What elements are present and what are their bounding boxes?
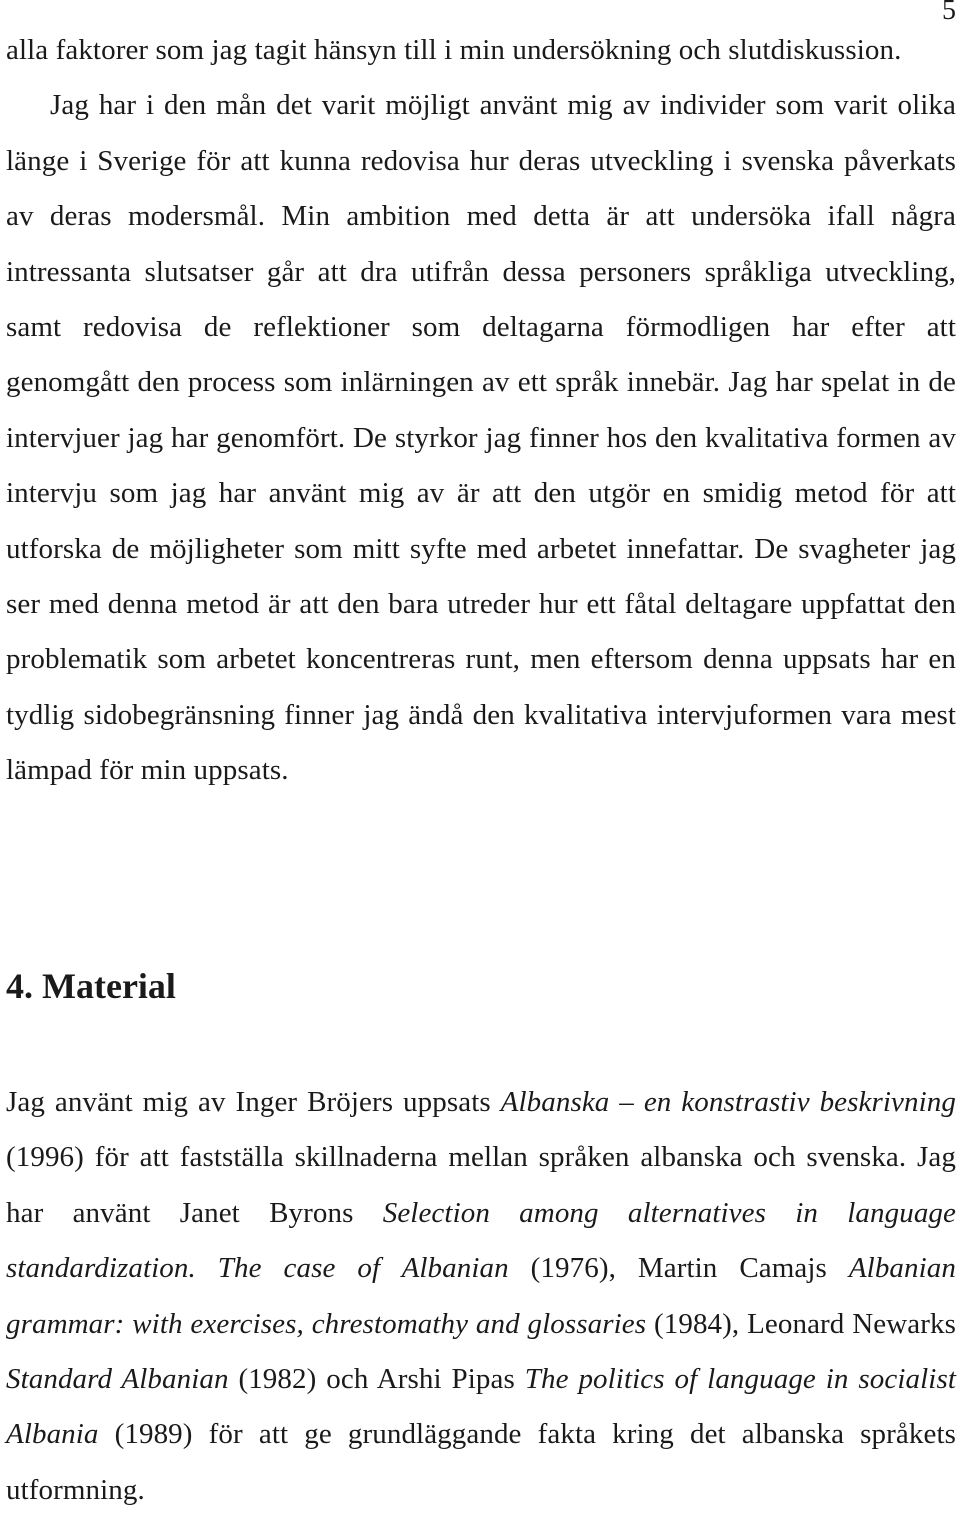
book-title-byron: Selection among alternatives in language standardization. The case of Albanian xyxy=(6,1196,956,1285)
material-text-4: (1984), Leonard Newarks xyxy=(646,1307,956,1340)
page-number: 5 xyxy=(942,0,956,26)
section-heading-material: 4. Material xyxy=(6,966,176,1006)
paragraph-material xyxy=(6,1075,956,1518)
body-text xyxy=(6,23,956,799)
material-text-5: (1982) och Arshi Pipas xyxy=(228,1363,525,1396)
material-text-1: Jag använt mig av Inger Bröjers uppsats xyxy=(6,1086,501,1118)
paragraph-method: Jag har i den mån det varit möjligt använt mig av individer som varit olika länge i Sverige för att kunna redovisa hur deras utveckling i svenska påverkats av deras modersmål. Min ambition med detta är att undersöka ifall några intressanta slutsatser går att dra utifrån dessa personers språkliga utveckling, samt redovisa de reflektioner som deltagarna förmodligen har efter att genomgått den process som inlärningen av ett språk innebär. Jag har spelat in de intervjuer jag har genomfört. De styrkor jag finner hos den kvalitativa formen av intervju som jag har använt mig av är att den utgör en smidig metod för att utforska de möjligheter som mitt syfte med arbetet innefattar. De svagheter jag ser med denna metod är att den bara utreder hur ett fåtal deltagare uppfattat den problematik som arbetet koncentreras runt, men eftersom denna uppsats har en tydlig sidobegränsning finner jag ändå den kvalitativa intervjuformen vara mest lämpad för min uppsats. xyxy=(6,89,956,787)
book-title-camaj: Albanian grammar: with exercises, chrestomathy and glossaries xyxy=(6,1252,956,1340)
book-title-pipa: The politics of language in socialist Albania xyxy=(6,1363,956,1451)
book-title-brojer: Albanska – en konstrastiv beskrivning xyxy=(500,1086,956,1118)
material-text-2: (1996) för att fastställa skillnaderna mellan språken albanska och svenska. Jag har använt Janet Byrons xyxy=(6,1141,956,1229)
material-text-6: (1989) för att ge grundläggande fakta kring det albanska språkets utformning. xyxy=(6,1418,956,1506)
material-text-3: (1976), Martin Camajs xyxy=(508,1252,849,1285)
paragraph-continuation: alla faktorer som jag tagit hänsyn till i min undersökning och slutdiskussion. xyxy=(6,34,902,66)
book-title-newark: Standard Albanian xyxy=(6,1363,229,1396)
